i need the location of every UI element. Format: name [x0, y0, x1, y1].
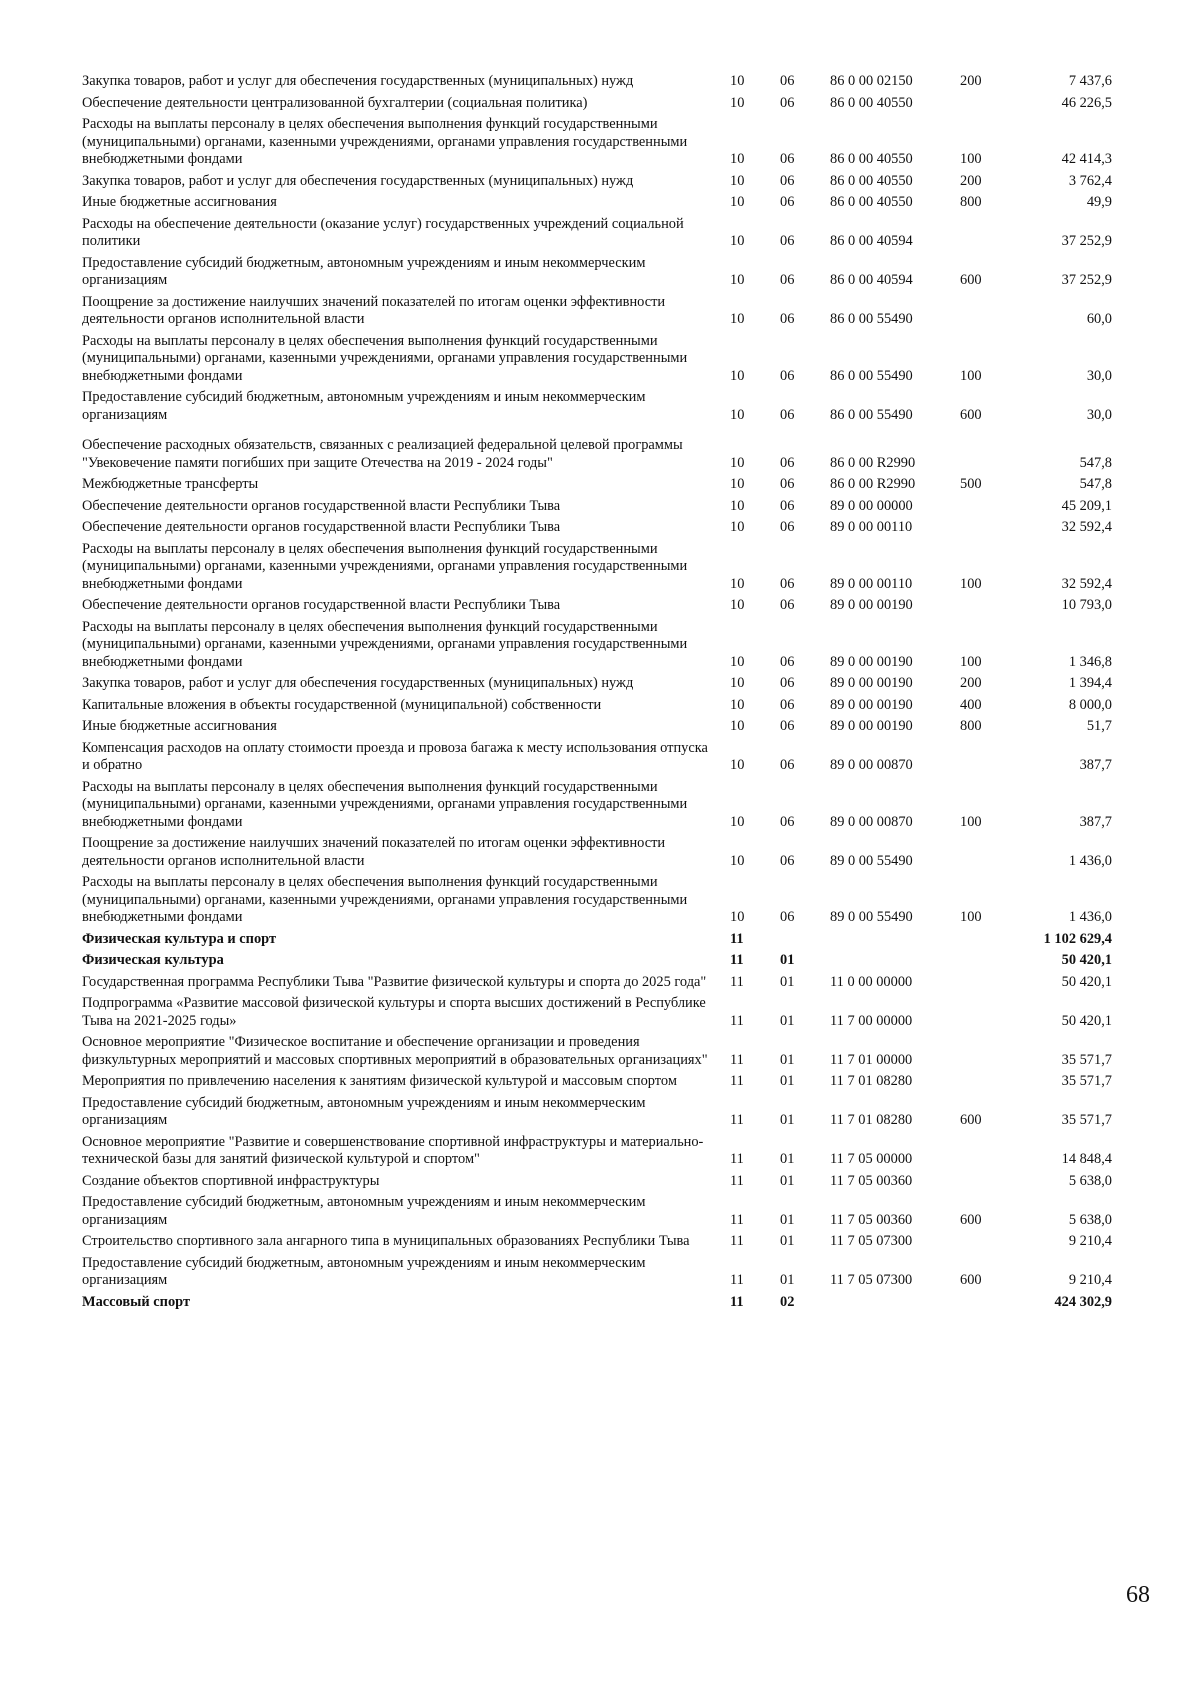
- table-row: [82, 873, 1132, 930]
- target-article-cell: 86 0 00 40594: [830, 233, 913, 249]
- expense-type-cell: 100: [960, 909, 982, 925]
- amount-cell: 8 000,0: [1068, 696, 1112, 713]
- subsection-code-cell: 01: [780, 1233, 795, 1249]
- expense-type-cell: 600: [960, 272, 982, 288]
- subsection-code-cell: 01: [780, 1012, 795, 1029]
- expense-name-cell: Обеспечение деятельности органов государственной власти Республики Тыва: [82, 519, 561, 535]
- target-article-cell: 11 0 00 00000: [830, 973, 913, 990]
- expense-type-cell: 800: [960, 194, 982, 210]
- target-article-cell: 89 0 00 00870: [830, 813, 913, 830]
- expense-name-cell: Межбюджетные трансферты: [82, 476, 259, 492]
- section-code-cell: 11: [730, 1112, 744, 1128]
- amount-cell: 35 571,7: [1061, 1112, 1112, 1128]
- subsection-code-cell: 06: [780, 813, 795, 830]
- amount-cell: 50 420,1: [1061, 952, 1112, 968]
- target-article-cell: 86 0 00 55490: [830, 406, 913, 423]
- section-code-cell: 10: [730, 454, 745, 471]
- expense-name-cell: Физическая культура: [82, 952, 224, 968]
- table-row: [82, 1033, 1132, 1072]
- amount-cell: 37 252,9: [1061, 272, 1112, 288]
- subsection-code-cell: 02: [780, 1293, 795, 1310]
- subsection-code-cell: 06: [780, 575, 795, 592]
- expense-name-cell: Расходы на выплаты персоналу в целях обеспечения выполнения функций государственными (муниципальными) органами, казенными учреждениями, органами управления государственными внебюджетными фондами: [82, 778, 688, 830]
- expense-name-cell: Компенсация расходов на оплату стоимости проезда и провоза багажа к месту использования отпуска и обратно: [82, 739, 708, 773]
- expense-type-cell: [952, 293, 1012, 332]
- subsection-code-cell: 06: [780, 519, 795, 535]
- target-article-cell: 89 0 00 55490: [830, 909, 913, 925]
- amount-cell: 46 226,5: [1061, 94, 1112, 111]
- section-code-cell: 10: [730, 311, 745, 327]
- section-code-cell: 10: [730, 909, 745, 925]
- budget-table-body: [82, 72, 1132, 1314]
- target-article-cell: 89 0 00 00190: [830, 718, 913, 734]
- expense-type-cell: 600: [960, 1112, 982, 1128]
- table-row: [82, 778, 1132, 835]
- section-code-cell: 10: [730, 519, 745, 535]
- expense-name-cell: Массовый спорт: [82, 1293, 191, 1310]
- expense-type-cell: [952, 973, 1012, 995]
- expense-name-cell: Предоставление субсидий бюджетным, автономным учреждениям и иным некоммерческим организациям: [82, 1094, 646, 1128]
- expense-type-cell: 100: [960, 653, 982, 670]
- section-code-cell: 11: [730, 1012, 744, 1029]
- amount-cell: 45 209,1: [1061, 497, 1112, 514]
- amount-cell: 547,8: [1079, 454, 1112, 471]
- target-article-cell: 86 0 00 40550: [830, 172, 913, 189]
- budget-table: [82, 72, 1132, 1314]
- expense-type-cell: 600: [960, 1211, 982, 1228]
- expense-name-cell: Расходы на выплаты персоналу в целях обеспечения выполнения функций государственными (муниципальными) органами, казенными учреждениями, органами управления государственными внебюджетными фондами: [82, 874, 688, 925]
- subsection-code-cell: 06: [780, 94, 795, 111]
- expense-name-cell: Расходы на обеспечение деятельности (оказание услуг) государственных учреждений социальной политики: [82, 215, 684, 249]
- expense-type-cell: [952, 930, 1012, 952]
- amount-cell: 9 210,4: [1068, 1272, 1112, 1288]
- subsection-code-cell: 06: [780, 151, 795, 167]
- amount-cell: 10 793,0: [1061, 597, 1112, 613]
- amount-cell: 7 437,6: [1068, 73, 1112, 89]
- expense-name-cell: Капитальные вложения в объекты государственной (муниципальной) собственности: [82, 696, 602, 713]
- subsection-code-cell: 06: [780, 476, 795, 492]
- table-row: [82, 1193, 1132, 1232]
- expense-type-cell: [952, 215, 1012, 254]
- amount-cell: 9 210,4: [1068, 1233, 1112, 1249]
- section-code-cell: 11: [730, 952, 744, 968]
- amount-cell: 14 848,4: [1061, 1151, 1112, 1167]
- target-article-cell: 89 0 00 00110: [830, 519, 913, 535]
- section-code-cell: 10: [730, 675, 745, 691]
- table-row: [82, 973, 1132, 995]
- section-code-cell: 10: [730, 497, 745, 514]
- amount-cell: 1 436,0: [1068, 852, 1112, 869]
- expense-name-cell: Закупка товаров, работ и услуг для обеспечения государственных (муниципальных) нужд: [82, 73, 634, 89]
- expense-type-cell: 200: [960, 172, 982, 189]
- subsection-code-cell: 06: [780, 311, 795, 327]
- target-article-cell: 11 7 01 00000: [830, 1051, 913, 1068]
- table-row: [82, 332, 1132, 389]
- target-article-cell: 89 0 00 00110: [830, 575, 913, 592]
- expense-type-cell: 100: [960, 813, 982, 830]
- amount-cell: 5 638,0: [1068, 1172, 1112, 1189]
- target-article-cell: 86 0 00 R2990: [830, 476, 916, 492]
- table-row: [82, 994, 1132, 1033]
- subsection-code-cell: 01: [780, 1112, 795, 1128]
- subsection-code-cell: 06: [780, 194, 795, 210]
- expense-name-cell: Расходы на выплаты персоналу в целях обеспечения выполнения функций государственными (муниципальными) органами, казенными учреждениями, органами управления государственными внебюджетными фондами: [82, 540, 688, 592]
- expense-type-cell: [952, 497, 1012, 519]
- subsection-code-cell: 06: [780, 718, 795, 734]
- section-code-cell: 11: [730, 1073, 744, 1089]
- expense-name-cell: Поощрение за достижение наилучших значений показателей по итогам оценки эффективности деятельности органов исполнительной власти: [82, 293, 666, 327]
- section-code-cell: 11: [730, 1051, 744, 1068]
- amount-cell: 50 420,1: [1061, 973, 1112, 990]
- subsection-code-cell: 06: [780, 909, 795, 925]
- subsection-code-cell: 01: [780, 1073, 795, 1089]
- amount-cell: 1 346,8: [1068, 653, 1112, 670]
- expense-type-cell: [952, 951, 1012, 973]
- section-code-cell: 10: [730, 151, 745, 167]
- amount-cell: 1 436,0: [1068, 909, 1112, 925]
- amount-cell: 32 592,4: [1061, 575, 1112, 592]
- expense-type-cell: [952, 1232, 1012, 1254]
- expense-type-cell: [952, 1133, 1012, 1172]
- target-article-cell: 86 0 00 40594: [830, 272, 913, 288]
- expense-name-cell: Основное мероприятие "Развитие и совершенствование спортивной инфраструктуры и материально-технической базы для занятий физической культурой и спортом": [82, 1133, 704, 1167]
- expense-type-cell: [952, 1172, 1012, 1194]
- section-code-cell: 10: [730, 406, 745, 423]
- amount-cell: 35 571,7: [1061, 1051, 1112, 1068]
- expense-type-cell: [952, 596, 1012, 618]
- section-code-cell: 10: [730, 194, 745, 210]
- expense-name-cell: Предоставление субсидий бюджетным, автономным учреждениям и иным некоммерческим организациям: [82, 1194, 646, 1228]
- table-row: [82, 1133, 1132, 1172]
- target-article-cell: 86 0 00 02150: [830, 73, 913, 89]
- expense-name-cell: Обеспечение расходных обязательств, связанных с реализацией федеральной целевой программы "Увековечение памяти погибших при защите Отечества на 2019 - 2024 годы": [82, 437, 683, 471]
- subsection-code-cell: 06: [780, 597, 795, 613]
- table-row: [82, 930, 1132, 952]
- target-article-cell: 86 0 00 40550: [830, 94, 913, 111]
- expense-type-cell: [952, 994, 1012, 1033]
- target-article-cell: 11 7 05 00000: [830, 1151, 913, 1167]
- table-row: [82, 115, 1132, 172]
- subsection-code-cell: 01: [780, 1211, 795, 1228]
- table-row: [82, 1232, 1132, 1254]
- target-article-cell: 11 7 05 00360: [830, 1211, 913, 1228]
- expense-type-cell: [952, 1033, 1012, 1072]
- table-row: [82, 388, 1132, 427]
- target-article-cell: 11 7 00 00000: [830, 1012, 913, 1029]
- expense-type-cell: 600: [960, 1272, 982, 1288]
- section-code-cell: 10: [730, 852, 745, 869]
- amount-cell: 547,8: [1079, 476, 1112, 492]
- amount-cell: 1 394,4: [1068, 675, 1112, 691]
- expense-type-cell: [952, 1072, 1012, 1094]
- table-row: [82, 696, 1132, 718]
- expense-type-cell: [952, 94, 1012, 116]
- expense-type-cell: 600: [960, 406, 982, 423]
- expense-type-cell: 200: [960, 73, 982, 89]
- section-code-cell: 10: [730, 718, 745, 734]
- subsection-code-cell: 06: [780, 653, 795, 670]
- target-article-cell: 11 7 05 07300: [830, 1233, 913, 1249]
- expense-name-cell: Создание объектов спортивной инфраструктуры: [82, 1172, 380, 1189]
- table-row: [82, 674, 1132, 696]
- expense-type-cell: [952, 739, 1012, 778]
- subsection-code-cell: 06: [780, 233, 795, 249]
- expense-type-cell: 100: [960, 575, 982, 592]
- table-row: [82, 717, 1132, 739]
- section-code-cell: 11: [730, 1293, 744, 1310]
- subsection-code-cell: 06: [780, 696, 795, 713]
- expense-name-cell: Поощрение за достижение наилучших значений показателей по итогам оценки эффективности деятельности органов исполнительной власти: [82, 835, 666, 869]
- subsection-code-cell: 01: [780, 1172, 795, 1189]
- table-row: [82, 1293, 1132, 1315]
- target-article-cell: 89 0 00 00190: [830, 696, 913, 713]
- target-article-cell: [822, 1293, 952, 1315]
- table-row: [82, 72, 1132, 94]
- section-code-cell: 10: [730, 73, 745, 89]
- table-row: [82, 1254, 1132, 1293]
- target-article-cell: 89 0 00 00870: [830, 757, 913, 773]
- subsection-code-cell: 01: [780, 1151, 795, 1167]
- section-code-cell: 10: [730, 757, 745, 773]
- amount-cell: 387,7: [1079, 757, 1112, 773]
- expense-name-cell: Предоставление субсидий бюджетным, автономным учреждениям и иным некоммерческим организациям: [82, 254, 646, 288]
- amount-cell: 51,7: [1086, 718, 1112, 734]
- target-article-cell: [822, 930, 952, 952]
- table-row: [82, 497, 1132, 519]
- target-article-cell: 11 7 01 08280: [830, 1073, 913, 1089]
- target-article-cell: 89 0 00 00000: [830, 497, 913, 514]
- table-row: [82, 596, 1132, 618]
- table-row: [82, 475, 1132, 497]
- section-code-cell: 10: [730, 813, 745, 830]
- subsection-code-cell: 06: [780, 73, 795, 89]
- expense-name-cell: Государственная программа Республики Тыва "Развитие физической культуры и спорта до 2025 года": [82, 973, 707, 990]
- table-row: [82, 1094, 1132, 1133]
- section-code-cell: 10: [730, 94, 745, 111]
- table-row: [82, 254, 1132, 293]
- section-code-cell: 11: [730, 973, 744, 990]
- table-row: [82, 951, 1132, 973]
- expense-name-cell: Предоставление субсидий бюджетным, автономным учреждениям и иным некоммерческим организациям: [82, 1254, 646, 1288]
- section-code-cell: 10: [730, 575, 745, 592]
- expense-type-cell: [952, 1293, 1012, 1315]
- target-article-cell: 89 0 00 00190: [830, 675, 913, 691]
- expense-name-cell: Обеспечение деятельности органов государственной власти Республики Тыва: [82, 497, 561, 514]
- section-code-cell: 10: [730, 653, 745, 670]
- subsection-code-cell: 01: [780, 952, 795, 968]
- expense-name-cell: Основное мероприятие "Физическое воспитание и обеспечение организации и проведения физкультурных мероприятий и массовых спортивных мероприятий в образовательных организациях": [82, 1034, 708, 1068]
- subsection-code-cell: 06: [780, 367, 795, 384]
- expense-type-cell: 500: [960, 476, 982, 492]
- section-code-cell: 10: [730, 597, 745, 613]
- amount-cell: 424 302,9: [1054, 1293, 1112, 1310]
- expense-type-cell: 400: [960, 696, 982, 713]
- section-code-cell: 11: [730, 1151, 744, 1167]
- expense-name-cell: Закупка товаров, работ и услуг для обеспечения государственных (муниципальных) нужд: [82, 675, 634, 691]
- subsection-code-cell: 06: [780, 406, 795, 423]
- section-code-cell: 11: [730, 1272, 744, 1288]
- subsection-code-cell: 06: [780, 757, 795, 773]
- amount-cell: 30,0: [1086, 406, 1112, 423]
- expense-name-cell: Закупка товаров, работ и услуг для обеспечения государственных (муниципальных) нужд: [82, 172, 634, 189]
- amount-cell: 387,7: [1079, 813, 1112, 830]
- expense-name-cell: Расходы на выплаты персоналу в целях обеспечения выполнения функций государственными (муниципальными) органами, казенными учреждениями, органами управления государственными внебюджетными фондами: [82, 332, 688, 384]
- table-row: [82, 1072, 1132, 1094]
- amount-cell: 1 102 629,4: [1043, 930, 1112, 947]
- target-article-cell: 11 7 01 08280: [830, 1112, 913, 1128]
- amount-cell: 32 592,4: [1061, 519, 1112, 535]
- expense-name-cell: Обеспечение деятельности централизованной бухгалтерии (социальная политика): [82, 94, 588, 111]
- expense-name-cell: Расходы на выплаты персоналу в целях обеспечения выполнения функций государственными (муниципальными) органами, казенными учреждениями, органами управления государственными внебюджетными фондами: [82, 116, 688, 167]
- target-article-cell: 86 0 00 40550: [830, 194, 913, 210]
- section-code-cell: 10: [730, 272, 745, 288]
- amount-cell: 49,9: [1086, 194, 1112, 210]
- expense-name-cell: Строительство спортивного зала ангарного типа в муниципальных образованиях Республики Тыва: [82, 1233, 690, 1249]
- subsection-code-cell: 01: [780, 973, 795, 990]
- expense-name-cell: Мероприятия по привлечению населения к занятиям физической культурой и массовым спортом: [82, 1073, 677, 1089]
- amount-cell: 42 414,3: [1061, 151, 1112, 167]
- subsection-code-cell: 06: [780, 852, 795, 869]
- expense-name-cell: Иные бюджетные ассигнования: [82, 718, 277, 734]
- expense-type-cell: 100: [960, 151, 982, 167]
- table-row: [82, 1172, 1132, 1194]
- target-article-cell: 89 0 00 00190: [830, 597, 913, 613]
- table-row: [82, 739, 1132, 778]
- subsection-code-cell: [772, 930, 822, 952]
- table-row: [82, 518, 1132, 540]
- expense-type-cell: 200: [960, 675, 982, 691]
- amount-cell: 30,0: [1086, 367, 1112, 384]
- table-row: [82, 293, 1132, 332]
- section-code-cell: 10: [730, 367, 745, 384]
- amount-cell: 3 762,4: [1068, 172, 1112, 189]
- table-row: [82, 540, 1132, 597]
- expense-type-cell: [952, 518, 1012, 540]
- target-article-cell: 86 0 00 40550: [830, 151, 913, 167]
- budget-table-container: [82, 72, 1132, 1314]
- target-article-cell: 89 0 00 55490: [830, 852, 913, 869]
- amount-cell: 5 638,0: [1068, 1211, 1112, 1228]
- section-code-cell: 10: [730, 172, 745, 189]
- expense-type-cell: 100: [960, 367, 982, 384]
- target-article-cell: 11 7 05 07300: [830, 1272, 913, 1288]
- section-code-cell: 11: [730, 1211, 744, 1228]
- subsection-code-cell: 06: [780, 454, 795, 471]
- target-article-cell: 11 7 05 00360: [830, 1172, 913, 1189]
- expense-type-cell: [952, 427, 1012, 475]
- target-article-cell: 86 0 00 55490: [830, 367, 913, 384]
- expense-type-cell: [952, 834, 1012, 873]
- table-row: [82, 427, 1132, 475]
- table-row: [82, 618, 1132, 675]
- section-code-cell: 11: [730, 930, 744, 947]
- table-row: [82, 834, 1132, 873]
- subsection-code-cell: 06: [780, 675, 795, 691]
- section-code-cell: 10: [730, 233, 745, 249]
- subsection-code-cell: 06: [780, 172, 795, 189]
- table-row: [82, 193, 1132, 215]
- subsection-code-cell: 06: [780, 272, 795, 288]
- subsection-code-cell: 01: [780, 1272, 795, 1288]
- section-code-cell: 10: [730, 476, 745, 492]
- subsection-code-cell: 01: [780, 1051, 795, 1068]
- amount-cell: 50 420,1: [1061, 1012, 1112, 1029]
- target-article-cell: 86 0 00 R2990: [830, 454, 916, 471]
- section-code-cell: 11: [730, 1172, 744, 1189]
- expense-name-cell: Предоставление субсидий бюджетным, автономным учреждениям и иным некоммерческим организациям: [82, 389, 646, 423]
- amount-cell: 60,0: [1086, 311, 1112, 327]
- target-article-cell: 86 0 00 55490: [830, 311, 913, 327]
- expense-name-cell: Подпрограмма «Развитие массовой физической культуры и спорта высших достижений в Республике Тыва на 2021-2025 годы»: [82, 995, 706, 1029]
- target-article-cell: 89 0 00 00190: [830, 653, 913, 670]
- table-row: [82, 215, 1132, 254]
- expense-name-cell: Расходы на выплаты персоналу в целях обеспечения выполнения функций государственными (муниципальными) органами, казенными учреждениями, органами управления государственными внебюджетными фондами: [82, 618, 688, 670]
- table-row: [82, 172, 1132, 194]
- expense-type-cell: 800: [960, 718, 982, 734]
- page-number: 68: [1126, 1582, 1150, 1608]
- subsection-code-cell: 06: [780, 497, 795, 514]
- amount-cell: 37 252,9: [1061, 233, 1112, 249]
- section-code-cell: 10: [730, 696, 745, 713]
- expense-name-cell: Физическая культура и спорт: [82, 930, 277, 947]
- expense-name-cell: Иные бюджетные ассигнования: [82, 194, 277, 210]
- amount-cell: 35 571,7: [1061, 1073, 1112, 1089]
- target-article-cell: [822, 951, 952, 973]
- section-code-cell: 11: [730, 1233, 744, 1249]
- expense-name-cell: Обеспечение деятельности органов государственной власти Республики Тыва: [82, 597, 561, 613]
- table-row: [82, 94, 1132, 116]
